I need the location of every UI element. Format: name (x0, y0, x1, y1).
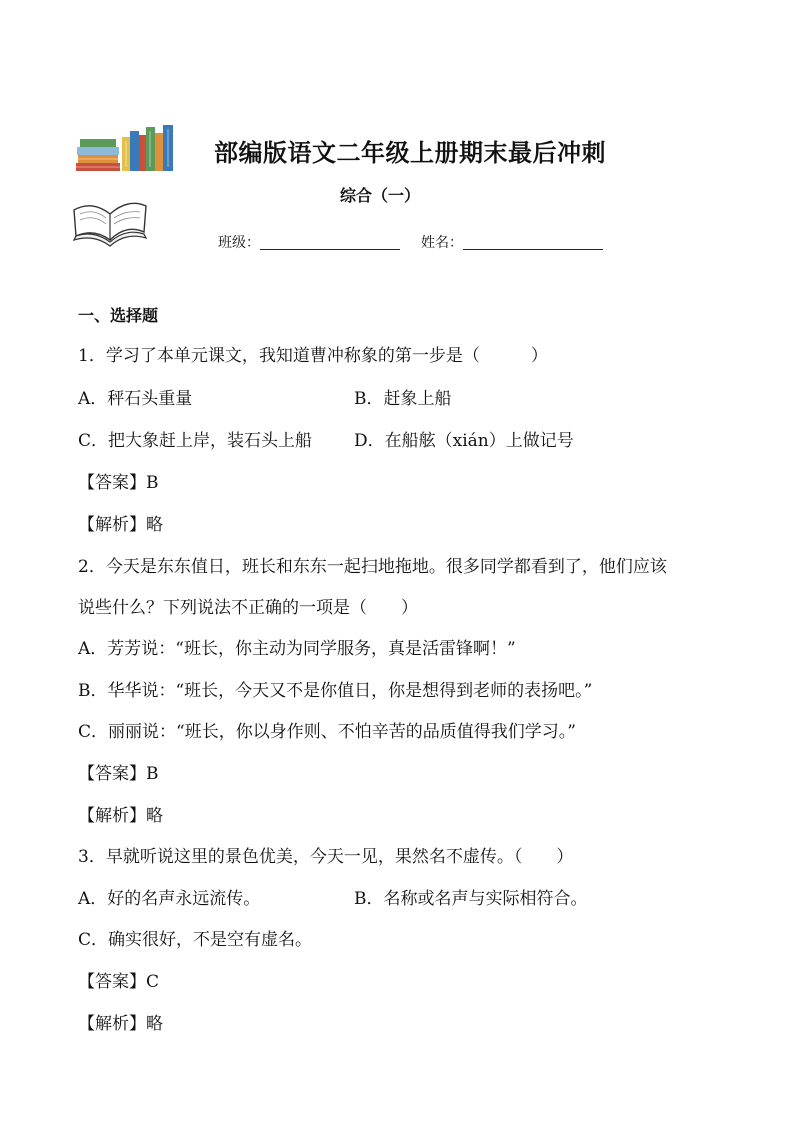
name-label: 姓名： (421, 235, 463, 251)
name-field[interactable] (421, 232, 603, 252)
question-3-option-c: C．确实很好，不是空有虚名。 (78, 930, 313, 950)
class-input-line[interactable] (260, 248, 400, 250)
question-2-stem-line-1: 2．今天是东东值日，班长和东东一起扫地拖地。很多同学都看到了，他们应该 (78, 557, 667, 577)
section-title: 一、选择题 (78, 306, 159, 325)
question-1-analysis: 【解析】略 (78, 515, 163, 535)
class-field[interactable] (218, 232, 400, 252)
class-label: 班级： (218, 235, 260, 251)
question-3-option-b: B．名称或名声与实际相符合。 (354, 889, 588, 909)
page-title: 部编版语文二年级上册期末最后冲刺 (214, 139, 606, 167)
question-1-stem: 1．学习了本单元课文，我知道曹冲称象的第一步是（ ） (78, 346, 548, 366)
question-1-option-c: C．把大象赶上岸，装石头上船 (78, 431, 313, 451)
question-3-stem: 3．早就听说这里的景色优美，今天一见，果然名不虚传。（ ） (78, 847, 574, 867)
name-input-line[interactable] (463, 248, 603, 250)
question-1-option-b: B．赶象上船 (354, 389, 452, 409)
question-3-analysis: 【解析】略 (78, 1014, 163, 1034)
question-2-option-b: B．华华说：“班长，今天又不是你值日，你是想得到老师的表扬吧。” (78, 681, 593, 701)
page-subtitle: 综合（一） (339, 186, 420, 205)
question-2-option-c: C．丽丽说：“班长，你以身作则、不怕辛苦的品质值得我们学习。” (78, 722, 576, 742)
question-1-option-a: A．秤石头重量 (78, 389, 193, 409)
question-1-answer: 【答案】B (78, 473, 159, 493)
question-3-answer: 【答案】C (78, 972, 160, 992)
question-1-option-d: D．在船舷（xián）上做记号 (354, 431, 574, 451)
question-3-option-a: A．好的名声永远流传。 (78, 889, 261, 909)
question-2-stem-line-2: 说些什么？下列说法不正确的一项是（ ） (78, 598, 418, 618)
question-2-option-a: A．芳芳说：“班长，你主动为同学服务，真是活雷锋啊！” (78, 639, 516, 659)
question-2-answer: 【答案】B (78, 764, 159, 784)
question-2-analysis: 【解析】略 (78, 806, 163, 826)
